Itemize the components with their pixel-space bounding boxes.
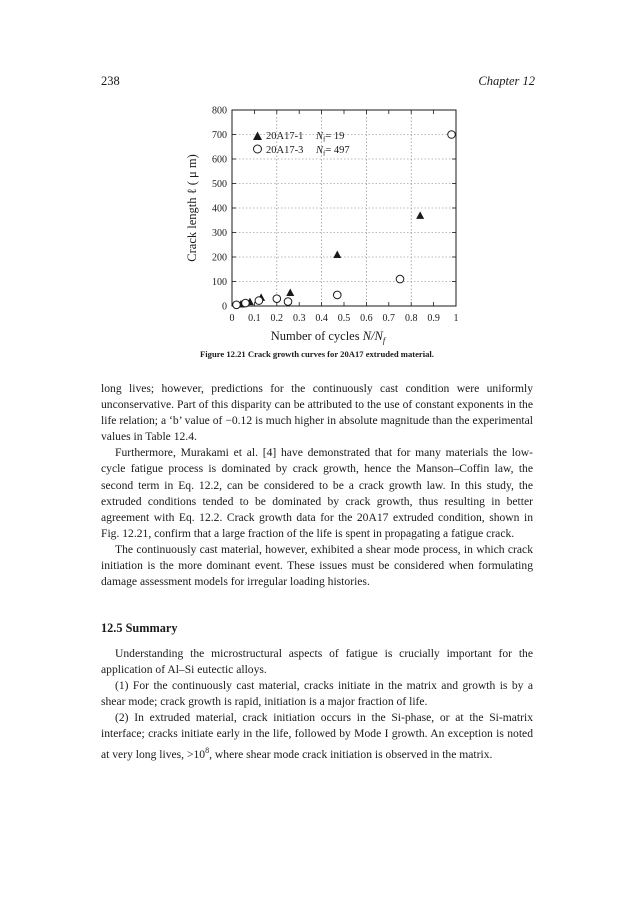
y-tick-label: 500 (212, 179, 227, 190)
x-tick-label: 0.6 (360, 313, 373, 324)
legend-series-1-name: 20A17-1 (266, 131, 304, 142)
y-tick-label: 100 (212, 277, 227, 288)
x-tick-label: 0.9 (427, 313, 440, 324)
data-point-circle (242, 299, 250, 307)
chapter-title: Chapter 12 (478, 74, 535, 88)
x-tick-label: 0.7 (382, 313, 396, 324)
paragraph: Furthermore, Murakami et al. [4] have demonstrated that for many materials the low-cycle fatigue process is dominated by crack growth, hence the Manson–Coffin law, the second term in Eq. 12.2, can be considered to be a crack growth law. In this study, the extruded conditions tended to be dominated by crack growth, thus resulting in better agreement with Eq. 12.2. Crack growth data for the 20A17 extruded condition, shown in Fig. 12.21, confirm that a large fraction of the life is spent in propagating a fatigue crack. (101, 446, 533, 540)
page-number: 238 (101, 74, 120, 88)
y-tick-label: 600 (212, 154, 227, 166)
x-tick-label: 0.4 (315, 313, 328, 324)
summary-text (101, 646, 533, 763)
data-point-triangle (333, 251, 341, 258)
y-tick-label: 200 (212, 252, 227, 264)
data-point-circle (396, 275, 404, 283)
x-tick-label: 0.5 (337, 313, 351, 324)
x-tick-label: 0 (229, 313, 235, 324)
chart-legend (253, 131, 350, 158)
data-point-triangle (416, 211, 424, 219)
data-points (233, 131, 456, 309)
x-tick-labels (230, 313, 459, 324)
data-point-triangle (286, 289, 294, 297)
y-tick-label: 400 (212, 203, 227, 215)
y-tick-labels (212, 106, 227, 313)
data-point-circle (255, 297, 263, 305)
data-point-circle (333, 291, 341, 299)
legend-marker-circle (254, 145, 262, 153)
paragraph: Understanding the microstructural aspects of fatigue is crucially important for the application of Al–Si eutectic alloys. (101, 647, 533, 677)
x-tick-label: 0.1 (248, 313, 261, 324)
x-tick-label: 0.3 (292, 313, 306, 324)
legend-series-2-nf: $N_f= 497$ (316, 145, 350, 158)
paragraph: The continuously cast material, however, exhibited a shear mode process, in which crack initiation is the more dominant event. These issues must be considered when formulating damage assessment models for irregular loading histories. (101, 542, 533, 589)
paragraph: (2) In extruded material, crack initiation occurs in the Si-phase, or at the Si-matrix interface; cracks initiate early in the life, followed by Mode I growth. An exception is noted at very long lives, $>10^8$, where shear mode crack initiation is observed in the matrix. (101, 711, 533, 761)
x-tick-label: 0.2 (270, 313, 284, 324)
legend-marker-triangle (253, 132, 262, 141)
paragraph: (1) For the continuously cast material, cracks initiate in the matrix and growth is by a shear mode; crack growth is rapid, initiation is a major fraction of life. (101, 679, 533, 709)
legend-series-2-name: 20A17-3 (266, 145, 304, 156)
crack-growth-chart (180, 100, 480, 345)
y-tick-label: 800 (212, 105, 227, 117)
x-tick-label: 0.8 (404, 313, 418, 324)
data-point-circle (233, 301, 241, 309)
y-tick-label: 300 (212, 228, 227, 239)
figure-caption: Figure 12.21 Crack growth curves for 20A17 extruded material. (200, 349, 434, 359)
body-text (101, 381, 533, 590)
x-axis-label: Number of cycles $N/N_f$ (270, 329, 386, 345)
data-point-circle (448, 131, 456, 139)
paragraph: long lives; however, predictions for the continuously cast condition were uniformly unconservative. Part of this disparity can be attributed to the use of constant exponents in the life relation; a ‘b’ value of −0.12 is much higher in absolute magnitude than the experimental values in Table 12.4. (101, 382, 533, 444)
x-tick-label: 1 (453, 313, 459, 324)
legend-series-1-nf: $N_f= 19$ (316, 131, 345, 144)
data-point-circle (273, 295, 281, 303)
y-tick-label: 700 (212, 130, 227, 141)
data-point-circle (284, 298, 292, 306)
section-heading: 12.5 Summary (101, 621, 178, 635)
y-axis-label: Crack length ℓ ( μ m) (185, 154, 199, 262)
y-tick-label: 0 (222, 301, 227, 313)
